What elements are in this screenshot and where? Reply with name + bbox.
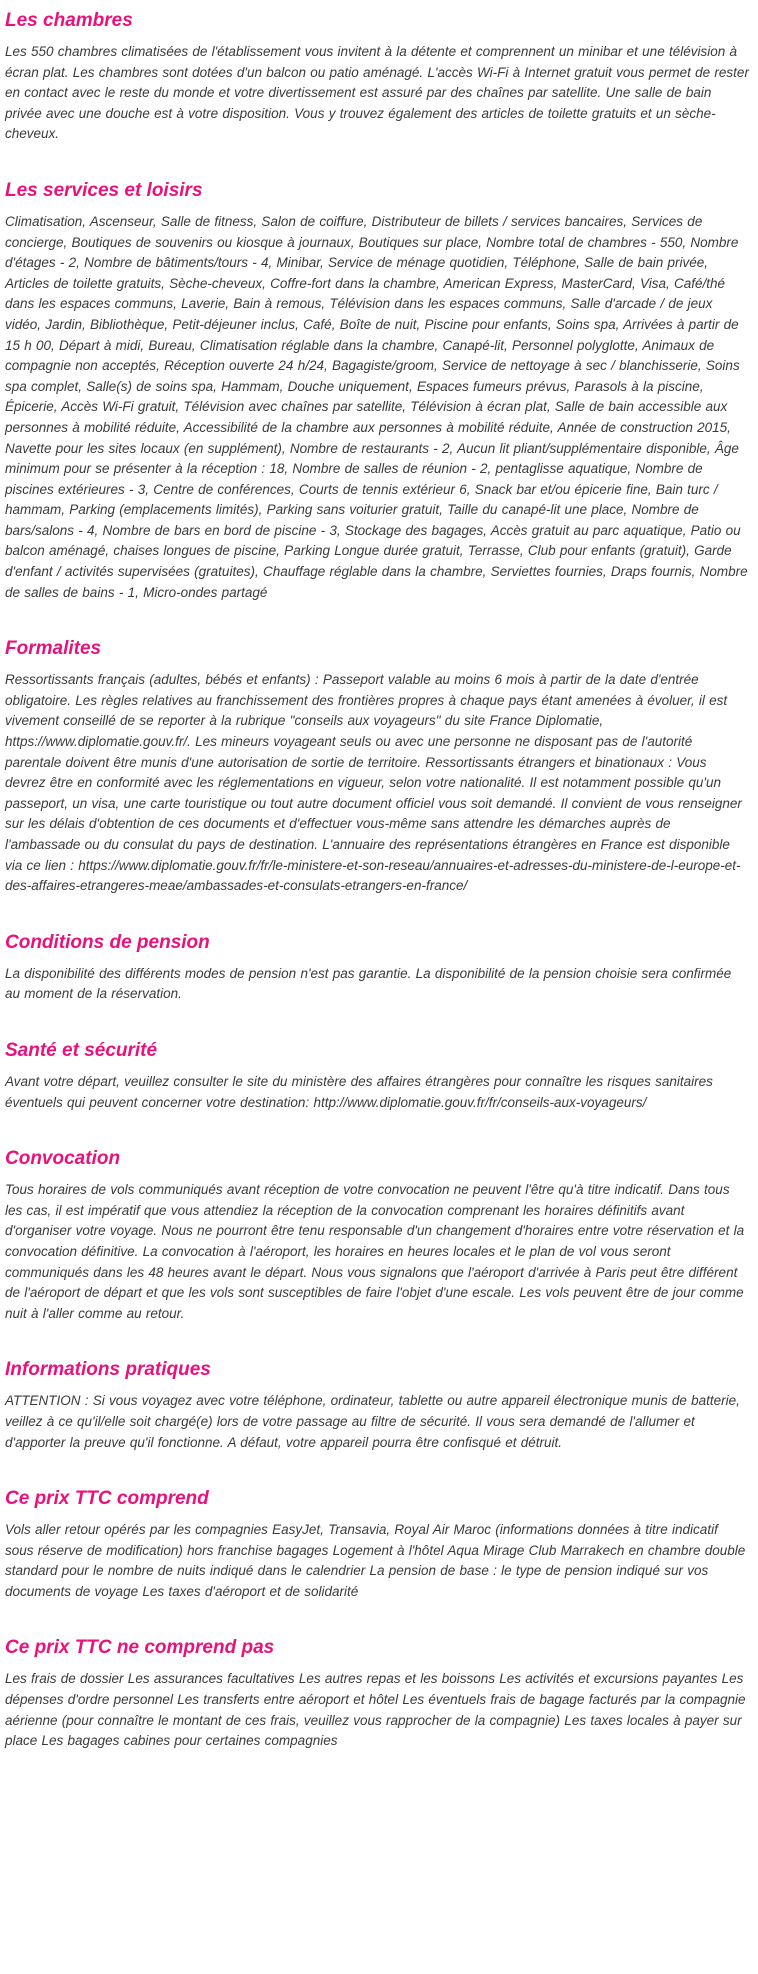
section-sante-et-securite (5, 1038, 750, 1113)
section-body-les-chambres: Les 550 chambres climatisées de l'établissement vous invitent à la détente et comprennent un minibar et une télévision à écran plat. Les chambres sont dotées d'un balcon ou patio aménagé. L'accès Wi-Fi à Internet gratuit vous permet de rester en contact avec le reste du monde et votre divertissement est assuré par des chaînes par satellite. Une salle de bain privée avec une douche est à votre disposition. Vous y trouvez également des articles de toilette gratuits et un sèche-cheveux. (5, 44, 749, 142)
section-title-sante-et-securite: Santé et sécurité (5, 1039, 158, 1061)
section-body-informations-pratiques: ATTENTION : Si vous voyagez avec votre téléphone, ordinateur, tablette ou autre appareil électronique munis de batterie, veillez à ce qu'il/elle soit chargé(e) lors de votre passage au filtre de sécurité. Il vous sera demandé de l'allumer et d'apporter la preuve qu'il fonctionne. A défaut, votre appareil pourra être confisqué et détruit. (5, 1393, 740, 1450)
section-services-et-loisirs (5, 178, 750, 603)
section-convocation (5, 1146, 750, 1324)
section-title-convocation: Convocation (5, 1148, 121, 1170)
section-title-conditions-de-pension: Conditions de pension (5, 931, 210, 953)
section-formalites (5, 636, 750, 897)
section-body-convocation: Tous horaires de vols communiqués avant réception de votre convocation ne peuvent l'être qu'à titre indicatif. Dans tous les cas, il est impératif que vous attendiez la réception de la convocation comprenant les horaires définitifs avant d'organiser votre voyage. Nous ne pourront être tenu responsable d'un changement d'horaires entre votre réservation et la convocation définitive. La convocation à l'aéroport, les horaires en heures locales et le plan de vol vous seront communiqués dans les 48 heures avant le départ. Nous vous signalons que l'aéroport d'arrivée à Paris peut être différent de l'aéroport de départ et que les vols sont susceptibles de faire l'objet d'une escale. Les vols peuvent être de jour comme nuit à l'aller comme au retour. (5, 1182, 745, 1321)
section-title-services-et-loisirs: Les services et loisirs (5, 179, 203, 201)
section-title-prix-ttc-comprend: Ce prix TTC comprend (5, 1488, 209, 1510)
section-prix-ttc-ne-comprend-pas (5, 1635, 750, 1751)
section-body-services-et-loisirs: Climatisation, Ascenseur, Salle de fitness, Salon de coiffure, Distributeur de billets / services bancaires, Services de concierge, Boutiques de souvenirs ou kiosque à journaux, Boutiques sur place, Nombre total de chambres - 550, Nombre d'étages - 2, Nombre de bâtiments/tours - 4, Minibar, Service de ménage quotidien, Téléphone, Salle de bain privée, Articles de toilette gratuits, Sèche-cheveux, Coffre-fort dans la chambre, American Express, MasterCard, Visa, Café/thé dans les espaces communs, Laverie, Bain à remous, Télévision dans les espaces communs, Salle d'arcade / de jeux vidéo, Jardin, Bibliothèque, Petit-déjeuner inclus, Café, Boîte de nuit, Piscine pour enfants, Soins spa, Arrivées à partir de 15 h 00, Départ à midi, Bureau, Climatisation réglable dans la chambre, Canapé-lit, Personnel polyglotte, Animaux de compagnie non acceptés, Réception ouverte 24 h/24, Bagagiste/groom, Service de nettoyage à sec / blanchisserie, Soins spa complet, Salle(s) de soins spa, Hammam, Douche uniquement, Espaces fumeurs prévus, Parasols à la piscine, Épicerie, Accès Wi-Fi gratuit, Télévision avec chaînes par satellite, Télévision à écran plat, Salle de bain accessible aux personnes à mobilité réduite, Accessibilité de la chambre aux personnes à mobilité réduite, Année de construction 2015, Navette pour les sites locaux (en supplément), Nombre de restaurants - 2, Aucun lit pliant/supplémentaire disponible, Âge minimum pour se présenter à la réception : 18, Nombre de salles de réunion - 2, pentaglisse aquatique, Nombre de piscines extérieures - 3, Centre de conférences, Courts de tennis extérieur 6, Snack bar et/ou épicerie fine, Bain turc / hammam, Parking (emplacements limités), Parking sans voiturier gratuit, Taille du canapé-lit une place, Nombre de bars/salons - 4, Nombre de bars en bord de piscine - 3, Stockage des bagages, Accès gratuit au parc aquatique, Patio ou balcon aménagé, chaises longues de piscine, Parking Longue durée gratuit, Terrasse, Club pour enfants (gratuit), Garde d'enfant / activités supervisées (gratuites), Chauffage réglable dans la chambre, Serviettes fournies, Draps fournis, Nombre de salles de bains - 1, Micro-ondes partagé (5, 213, 748, 600)
section-prix-ttc-comprend (5, 1486, 750, 1602)
section-conditions-de-pension (5, 930, 750, 1005)
section-informations-pratiques (5, 1357, 750, 1453)
section-body-formalites: Ressortissants français (adultes, bébés et enfants) : Passeport valable au moins 6 mois à partir de la date d'entrée obligatoire. Les règles relatives au franchissement des frontières propres à chaque pays étant amenées à évoluer, il est vivement conseillé de se reporter à la rubrique "conseils aux voyageurs" du site France Diplomatie, https://www.diplomatie.gouv.fr/. Les mineurs voyageant seuls ou avec une personne ne disposant pas de l'autorité parentale doivent être munis d'une autorisation de sortie de territoire. Ressortissants étrangers et binationaux : Vous devrez être en conformité avec les réglementations en vigueur, selon votre nationalité. Il est notamment possible qu'un passeport, un visa, une carte touristique ou tout autre document officiel vous soit demandé. Il convient de vous renseigner sur les délais d'obtention de ces documents et d'effectuer vous-même sans attendre les démarches auprès de l'ambassade ou du consulat du pays de destination. L'annuaire des représentations étrangères en France est disponible via ce lien : https://www.diplomatie.gouv.fr/fr/le-ministere-et-son-reseau/annuaires-et-adresses-du-ministere-de-l-europe-et-des-affaires-etrangeres-meae/ambassades-et-consulats-etrangers-en-france/ (5, 672, 742, 894)
section-body-prix-ttc-comprend: Vols aller retour opérés par les compagnies EasyJet, Transavia, Royal Air Maroc (informations données à titre indicatif sous réserve de modification) hors franchise bagages Logement à l'hôtel Aqua Mirage Club Marrakech en chambre double standard pour le nombre de nuits indiqué dans le calendrier La pension de base : le type de pension indiqué sur vos documents de voyage Les taxes d'aéroport et de solidarité (5, 1522, 746, 1599)
section-les-chambres (5, 8, 750, 145)
section-body-sante-et-securite: Avant votre départ, veuillez consulter le site du ministère des affaires étrangères pour connaître les risques sanitaires éventuels qui peuvent concerner votre destination: http://www.diplomatie.gouv.fr/fr/conseils-aux-voyageurs/ (5, 1073, 713, 1110)
section-title-les-chambres: Les chambres (5, 10, 133, 31)
section-title-prix-ttc-ne-comprend-pas: Ce prix TTC ne comprend pas (5, 1637, 275, 1659)
section-body-conditions-de-pension: La disponibilité des différents modes de pension n'est pas garantie. La disponibilité de la pension choisie sera confirmée au moment de la réservation. (5, 965, 732, 1002)
section-title-formalites: Formalites (5, 638, 102, 660)
section-title-informations-pratiques: Informations pratiques (5, 1359, 211, 1381)
section-body-prix-ttc-ne-comprend-pas: Les frais de dossier Les assurances facultatives Les autres repas et les boissons Les activités et excursions payantes Les dépenses d'ordre personnel Les transferts entre aéroport et hôtel Les éventuels frais de bagage facturés par la compagnie aérienne (pour connaître le montant de ces frais, veuillez vous rapprocher de la compagnie) Les taxes locales à payer sur place Les bagages cabines pour certaines compagnies (5, 1671, 746, 1749)
